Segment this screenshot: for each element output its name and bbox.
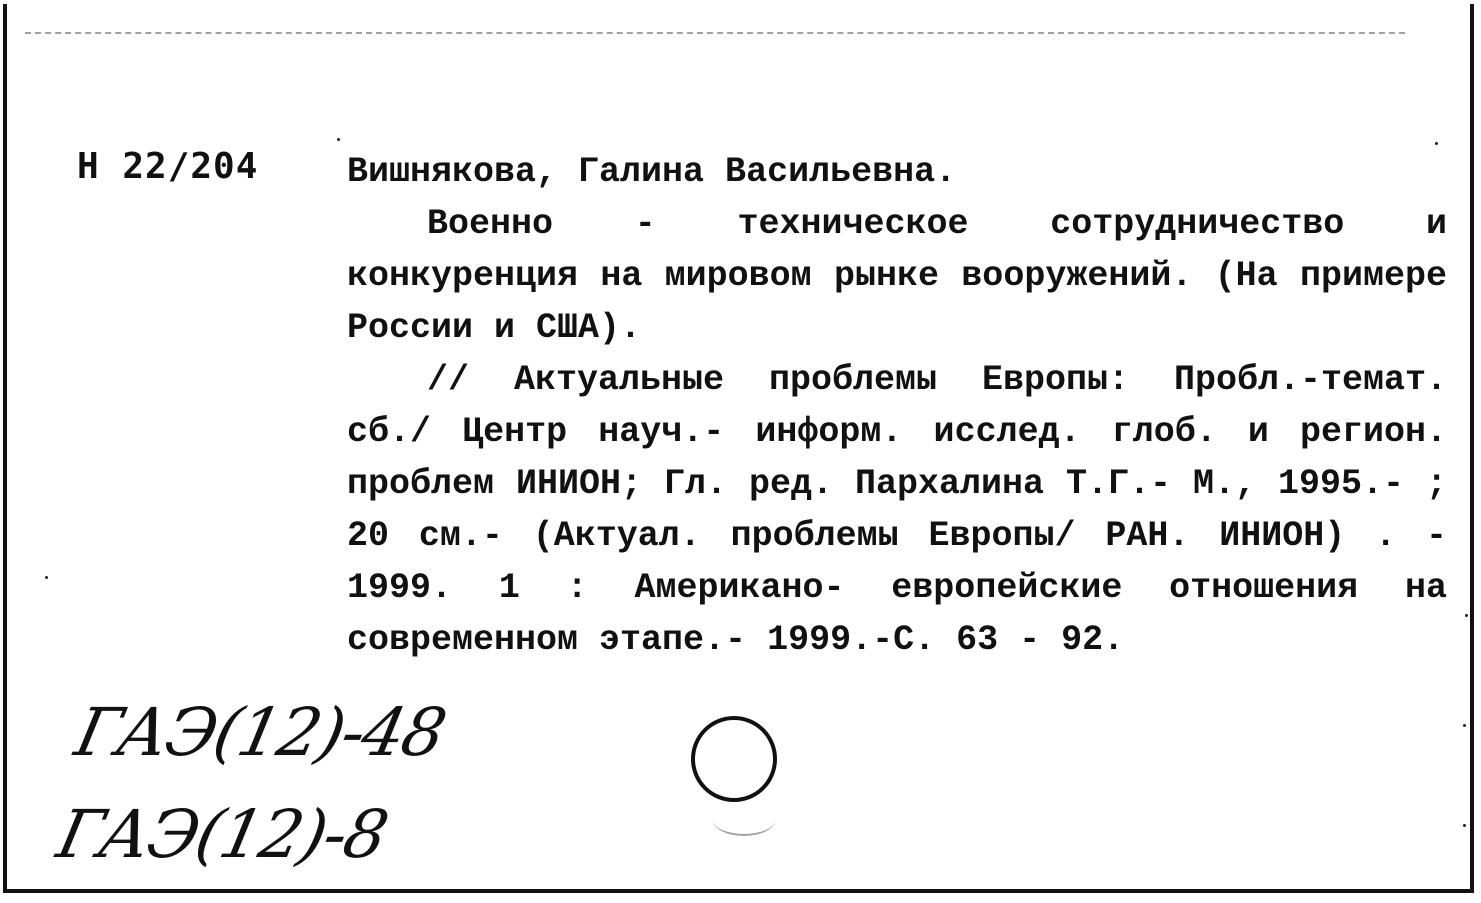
scan-speck [1465, 614, 1468, 617]
card-top-edge [25, 32, 1405, 36]
catalog-card [3, 4, 1474, 893]
handwritten-code-2: ГАЭ(12)-8 [50, 796, 394, 873]
scan-speck [1463, 724, 1466, 727]
work-title: Военно - техническое сотрудничество и конкуренция на мировом рынке вооружений. (На примере России и США). [347, 204, 1447, 348]
scan-speck [337, 138, 340, 141]
punch-hole-shadow [713, 804, 775, 836]
source-description: // Актуальные проблемы Европы: Пробл.-темат. сб./ Центр науч.- информ. исслед. глоб. и регион. проблем ИНИОН; Гл. ред. Пархалина Т.Г.- М., 1995.- ; 20 см.- (Актуал. проблемы Европы/ РАН. ИНИОН) . - 1999. 1 : Американо- европейские отношения на современном этапе.- 1999.-С. 63 - 92. [347, 360, 1447, 660]
punch-hole [691, 716, 777, 802]
scan-speck [1435, 142, 1438, 145]
author-name: Вишнякова, Галина Васильевна. [347, 152, 957, 192]
handwritten-code-1: ГАЭ(12)-48 [68, 694, 452, 771]
bibliographic-entry [347, 146, 1447, 666]
scan-speck [45, 576, 48, 579]
call-number: Н 22/204 [77, 146, 259, 187]
scan-speck [1463, 824, 1466, 827]
